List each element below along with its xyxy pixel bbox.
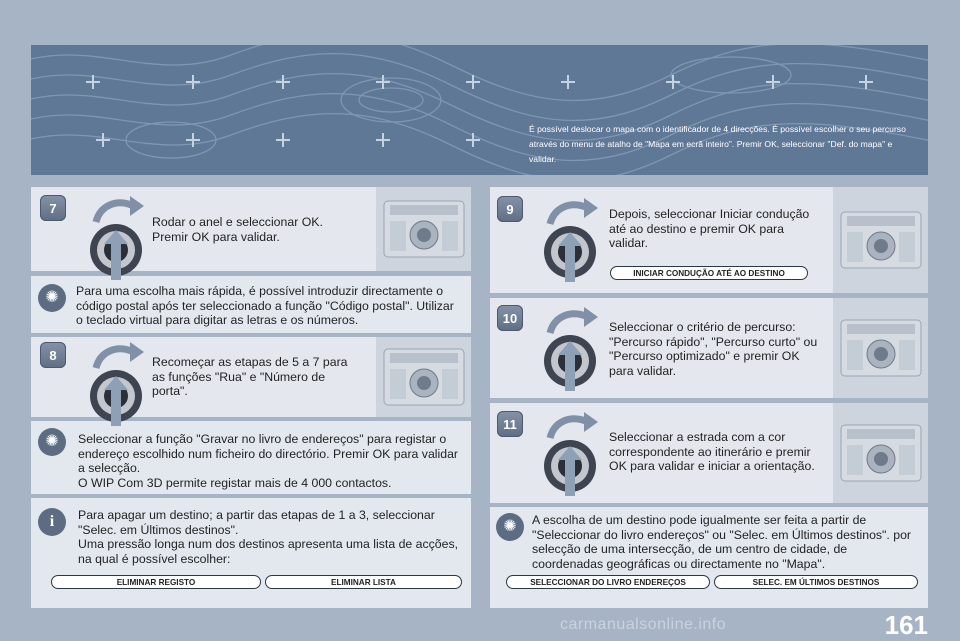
step-7-badge: 7 (40, 195, 66, 221)
info-text: Para apagar um destino; a partir das etapas de 1 a 3, seleccionar "Selec. em Últimos destinos". Uma pressão longa num dos destinos apresenta uma lista de acções, na qual é possível escolher: (78, 508, 459, 566)
sun-bulb-icon: ✺ (38, 284, 66, 312)
tip-postal-text: Para uma escolha mais rápida, é possível introduzir directamente o código postal após ter seleccionado a função "Código postal". Utilizar o teclado virtual para digitar as letras e os números. (76, 284, 454, 327)
map-note: É possível deslocar o mapa com o identificador de 4 direcções. É possível escolher o seu percurso através do menu de atalho de "Mapa em ecrã inteiro". Premir OK, seleccionar "Def. do mapa" e validar. (529, 124, 906, 164)
step-8-badge: 8 (40, 342, 66, 368)
page-number: 161 (884, 610, 928, 640)
radio-unit-icon (839, 318, 923, 383)
step-9-text: Depois, seleccionar Iniciar condução até ao destino e premir OK para validar. (609, 207, 810, 250)
start-guidance-button[interactable]: INICIAR CONDUÇÃO ATÉ AO DESTINO (610, 266, 808, 280)
step-8-text: Recomeçar as etapas de 5 a 7 para as funções "Rua" e "Número de porta". (152, 355, 348, 398)
radio-unit-icon (382, 199, 466, 264)
sun-bulb-icon: ✺ (38, 428, 66, 456)
delete-record-button[interactable]: ELIMINAR REGISTO (51, 575, 261, 589)
step-10-badge: 10 (497, 305, 523, 331)
rotary-knob-icon (540, 194, 600, 287)
rotary-knob-icon (540, 303, 600, 396)
step-7-text: Rodar o anel e seleccionar OK. Premir OK para validar. (152, 215, 323, 244)
radio-unit-icon (839, 210, 923, 275)
tip-address-book-text: Seleccionar a função "Gravar no livro de endereços" para registar o endereço escolhido num ficheiro do directório. Premir OK para validar a selecção. O WIP Com 3D permite registar mais de 4 000 contactos. (78, 432, 459, 490)
step-10-text: Seleccionar o critério de percurso: "Percurso rápido", "Percurso curto" ou "Percurso optimizado" e premir OK para validar. (609, 320, 818, 378)
rotary-knob-icon (86, 192, 146, 285)
select-last-destinations-button[interactable]: SELEC. EM ÚLTIMOS DESTINOS (714, 575, 918, 589)
delete-list-button[interactable]: ELIMINAR LISTA (265, 575, 462, 589)
sun-bulb-icon: ✺ (496, 513, 524, 541)
info-icon: i (38, 508, 66, 536)
rotary-knob-icon (540, 408, 600, 501)
tip-destination-text: A escolha de um destino pode igualmente ser feita a partir de "Seleccionar do livro endereços" ou "Selec. em Últimos destinos". por selecção de uma intersecção, de um centro de cidade, de coordenadas geográficas ou directamente no "Mapa". (532, 513, 912, 571)
step-9-badge: 9 (497, 196, 523, 222)
watermark: carmanualsonline.info (560, 616, 727, 633)
radio-unit-icon (839, 423, 923, 488)
radio-unit-icon (382, 347, 466, 412)
step-11-badge: 11 (497, 411, 523, 437)
step-11-text: Seleccionar a estrada com a cor correspondente ao itinerário e premir OK para validar e iniciar a orientação. (609, 430, 815, 473)
rotary-knob-icon (86, 338, 146, 431)
select-from-address-book-button[interactable]: SELECCIONAR DO LIVRO ENDEREÇOS (506, 575, 710, 589)
